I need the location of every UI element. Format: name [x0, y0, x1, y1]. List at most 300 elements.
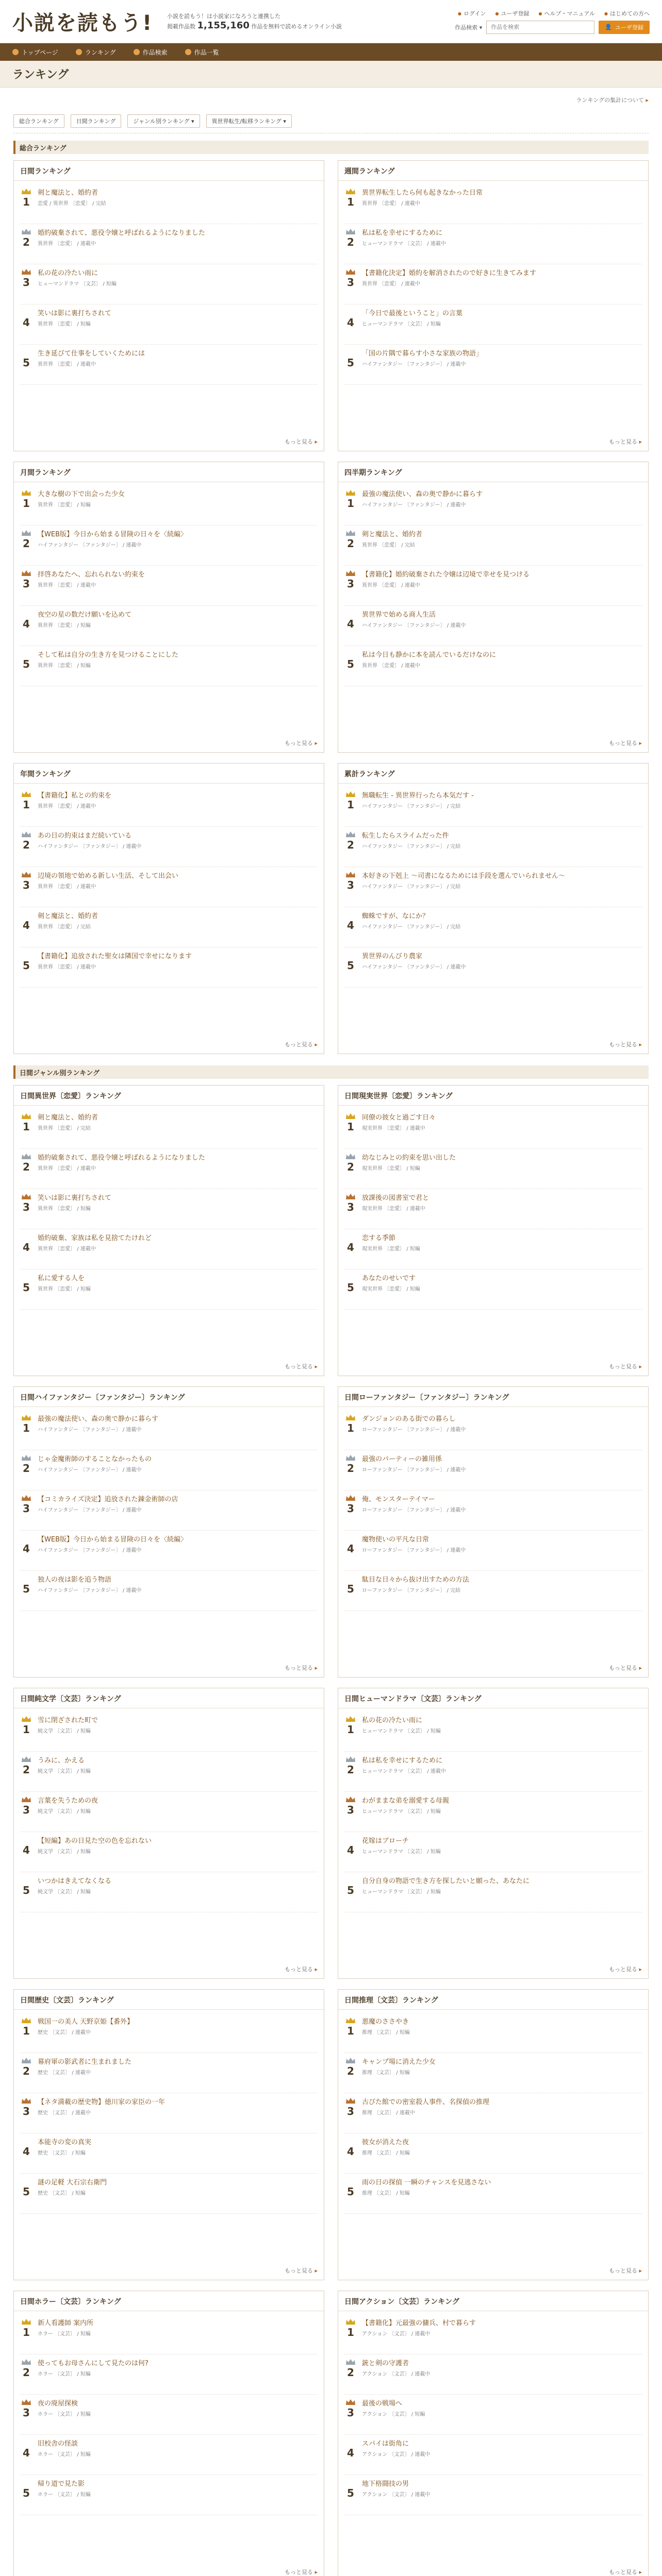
- novel-title-link[interactable]: 本好きの下剋上 ～司書になるためには手段を選んでいられません～: [362, 872, 566, 880]
- site-logo[interactable]: [12, 7, 167, 36]
- search-scope-select[interactable]: 作品検索 ▾: [455, 24, 483, 31]
- novel-meta: ハイファンタジー 〔ファンタジー〕 / 連載中: [362, 964, 466, 970]
- crown-icon: [21, 530, 31, 537]
- rank-number: [344, 1113, 357, 1144]
- crown-icon: [21, 1113, 31, 1120]
- crown-icon: [345, 1716, 356, 1723]
- novel-title-link[interactable]: 幕府軍の影武者に生まれました: [38, 2058, 132, 2066]
- novel-title-link[interactable]: 戦国一の美人 天野京姫【番外】: [38, 2018, 134, 2026]
- ranking-item-body: [362, 1113, 642, 1144]
- novel-title-link[interactable]: 最強の魔法使い、森の奥で静かに暮らす: [38, 1415, 159, 1423]
- nav-label: ランキング: [85, 48, 116, 56]
- crown-icon: [345, 1495, 356, 1502]
- novel-title-link[interactable]: 使ってもお母さんにして見たのは何?: [38, 2360, 148, 2367]
- novel-title-link[interactable]: わがままな弟を溺愛する母親: [362, 1797, 450, 1805]
- ranking-item-body: [362, 610, 642, 641]
- rank-number-text: 4: [347, 316, 354, 329]
- ranking-item-body: [362, 2017, 642, 2048]
- novel-meta: 異世界 〔恋愛〕 / 完結: [362, 543, 415, 548]
- ranking-item: [20, 1872, 318, 1912]
- rank-number: [20, 2057, 32, 2089]
- ranking-grid: [13, 160, 649, 1054]
- ranking-item: [20, 345, 318, 385]
- novel-title-link[interactable]: いつかはきえてなくなる: [38, 1877, 112, 1885]
- ranking-item: [20, 606, 318, 646]
- rank-number-text: 5: [23, 658, 30, 670]
- ranking-item: [344, 2053, 642, 2093]
- ranking-item-body: [38, 1876, 318, 1908]
- ranking-item-body: [38, 1756, 318, 1787]
- novel-title-link[interactable]: 無職転生 - 異世界行ったら本気だす -: [362, 792, 474, 800]
- user-register-button[interactable]: [599, 21, 650, 34]
- novel-title-link[interactable]: 放課後の図書室で君と: [362, 1194, 429, 1202]
- crown-icon: [21, 1876, 31, 1884]
- novel-title-link[interactable]: ダンジョンのある街での暮らし: [362, 1415, 456, 1423]
- rank-number: [20, 1836, 32, 1868]
- novel-meta: 純文学 〔文芸〕 / 短編: [38, 1728, 91, 1734]
- tab-total[interactable]: 総合ランキング: [13, 114, 64, 128]
- novel-title-link[interactable]: 拝啓あなたへ、忘れられない約束を: [38, 571, 145, 579]
- rank-number-text: 3: [347, 1804, 354, 1816]
- more-link[interactable]: もっと見る ▸: [285, 1040, 318, 1048]
- rank-number: [344, 911, 357, 943]
- novel-meta: アクション 〔文芸〕 / 連載中: [362, 2331, 431, 2337]
- rank-number: [344, 1414, 357, 1446]
- novel-title-link[interactable]: 【ネタ満載の歴史物】徳川家の家臣の一年: [38, 2098, 166, 2106]
- novel-title-link[interactable]: 【WEB版】今日から始まる冒険の日々を〈続編〉: [38, 531, 187, 538]
- ranking-item-body: [38, 2097, 318, 2129]
- more-link[interactable]: もっと見る ▸: [609, 739, 642, 747]
- more-link[interactable]: もっと見る ▸: [609, 1965, 642, 1973]
- ranking-item-body: [362, 791, 642, 822]
- novel-meta: アクション 〔文芸〕 / 連載中: [362, 2371, 431, 2377]
- novel-meta: ヒューマンドラマ 〔文芸〕 / 短編: [362, 1889, 441, 1895]
- more-link[interactable]: もっと見る ▸: [609, 1362, 642, 1370]
- rank-number: [20, 650, 32, 682]
- ranking-box-title: 日間純文学〔文芸〕ランキング: [14, 1688, 324, 1708]
- novel-title-link[interactable]: 魔物使いの平凡な日常: [362, 1536, 429, 1544]
- desc-line-2: [167, 21, 404, 31]
- novel-title-link[interactable]: 生き延びて仕事をしていくためには: [38, 350, 145, 358]
- novel-title-link[interactable]: 言葉を失うための夜: [38, 1797, 98, 1805]
- crown-icon: [21, 1414, 31, 1421]
- novel-meta: 異世界 〔恋愛〕 / 連載中: [38, 884, 96, 890]
- crown-icon: [21, 2399, 31, 2406]
- more-link[interactable]: もっと見る ▸: [285, 1965, 318, 1973]
- novel-title-link[interactable]: 異世界転生したら何も起きなかった日常: [362, 189, 483, 197]
- novel-title-link[interactable]: 【書籍化】追放された聖女は隣国で幸せになります: [38, 953, 192, 960]
- novel-title-link[interactable]: 私は私を幸せにするために: [362, 229, 443, 237]
- tab-isekai[interactable]: 異世界転生/転移ランキング ▾: [206, 114, 292, 128]
- rank-number: [344, 2097, 357, 2129]
- ranking-item: [20, 867, 318, 907]
- ranking-item: [20, 2354, 318, 2395]
- crown-icon: [345, 2097, 356, 2105]
- rank-number-text: 2: [347, 839, 354, 851]
- ranking-item-body: [362, 831, 642, 862]
- desc-line-2b: 作品を無料で読めるオンライン小説: [251, 23, 342, 30]
- crown-icon: [21, 1274, 31, 1281]
- crown-icon: [345, 2439, 356, 2446]
- novel-title-link[interactable]: 私は今日も静かに本を読んでいるだけなのに: [362, 651, 496, 659]
- ranking-item-body: [362, 349, 642, 380]
- novel-meta: 異世界 〔恋愛〕 / 連載中: [38, 964, 96, 970]
- rank-number-text: 2: [347, 2366, 354, 2379]
- novel-title-link[interactable]: 【書籍化】婚約破棄された令嬢は辺境で幸せを見つける: [362, 571, 530, 579]
- rank-number-text: 4: [347, 1241, 354, 1253]
- rank-number-text: 1: [23, 196, 30, 208]
- novel-title-link[interactable]: 私の花の冷たい雨に: [362, 1717, 423, 1724]
- ranking-item: [20, 947, 318, 988]
- ranking-item-body: [362, 1153, 642, 1184]
- novel-title-link[interactable]: 私の花の冷たい雨に: [38, 269, 98, 277]
- novel-title-link[interactable]: 【書籍化決定】婚約を解消されたので好きに生きてみます: [362, 269, 537, 277]
- more-link[interactable]: もっと見る ▸: [609, 437, 642, 446]
- ranking-item-body: [38, 1113, 318, 1144]
- page-title-bar: [0, 61, 662, 88]
- novel-title-link[interactable]: 【WEB版】今日から始まる冒険の日々を〈続編〉: [38, 1536, 187, 1544]
- ranking-item-body: [362, 2479, 642, 2511]
- rank-number: [20, 2479, 32, 2511]
- crown-icon: [21, 831, 31, 838]
- crown-icon: [345, 530, 356, 537]
- ranking-item: [344, 485, 642, 526]
- ranking-item-body: [38, 188, 318, 219]
- crown-icon: [21, 2097, 31, 2105]
- crown-icon: [345, 1193, 356, 1200]
- tab-genre[interactable]: ジャンル別ランキング ▾: [127, 114, 200, 128]
- novel-title-link[interactable]: 帰り道で見た影: [38, 2480, 85, 2488]
- ranking-box-title: 日間現実世界〔恋愛〕ランキング: [338, 1086, 648, 1106]
- ranking-list: [14, 1708, 324, 1912]
- ranking-icon: [76, 49, 82, 55]
- ranking-item-body: [38, 1193, 318, 1225]
- novel-title-link[interactable]: 異世界で始める商人生活: [362, 611, 436, 619]
- rank-number: [20, 831, 32, 862]
- novel-meta: ハイファンタジー 〔ファンタジー〕 / 連載中: [38, 1507, 142, 1513]
- crown-icon: [345, 1575, 356, 1582]
- nav-label: 作品検索: [142, 48, 168, 56]
- more-link[interactable]: もっと見る ▸: [609, 2568, 642, 2576]
- novel-title-link[interactable]: 独人の夜は影を追う物語: [38, 1576, 112, 1584]
- novel-title-link[interactable]: 婚約破棄されて、悪役令嬢と呼ばれるようになりました: [38, 1154, 205, 1162]
- ranking-box: [338, 1688, 649, 1979]
- novel-meta: 異世界 〔恋愛〕 / 短編: [38, 502, 91, 508]
- novel-title-link[interactable]: 笑いは影に裏打ちされて: [38, 1194, 112, 1202]
- novel-title-link[interactable]: そして私は自分の生き方を見つけることにした: [38, 651, 179, 659]
- novel-title-link[interactable]: 夜空の星の数だけ願いを込めて: [38, 611, 132, 619]
- crown-icon: [345, 1876, 356, 1884]
- rank-number-text: 4: [347, 919, 354, 931]
- novel-meta: 推理 〔文芸〕 / 短編: [362, 2070, 410, 2076]
- ranking-item-body: [362, 2439, 642, 2470]
- crown-icon: [345, 1756, 356, 1763]
- novel-title-link[interactable]: 俺、モンスターテイマー: [362, 1496, 435, 1503]
- novel-title-link[interactable]: うみに、かえる: [38, 1757, 85, 1765]
- novel-title-link[interactable]: 旧校舎の怪談: [38, 2440, 78, 2448]
- novel-title-link[interactable]: あの日の約束はまだ続いている: [38, 832, 132, 840]
- novel-meta: 異世界 〔恋愛〕 / 短編: [38, 1286, 91, 1292]
- crown-icon: [345, 349, 356, 356]
- novel-title-link[interactable]: 【書籍化】元最強の傭兵、村で暮らす: [362, 2319, 476, 2327]
- more-link[interactable]: もっと見る ▸: [285, 2568, 318, 2576]
- novel-meta: ホラー 〔文芸〕 / 短編: [38, 2452, 91, 2458]
- novel-meta: 異世界 〔恋愛〕 / 短編: [38, 321, 91, 327]
- novel-title-link[interactable]: あなたのせいです: [362, 1275, 416, 1282]
- crown-icon: [21, 309, 31, 316]
- novel-title-link[interactable]: 最強の魔法使い、森の奥で静かに暮らす: [362, 490, 483, 498]
- more-link[interactable]: もっと見る ▸: [609, 1664, 642, 1672]
- novel-title-link[interactable]: 大きな樹の下で出会った少女: [38, 490, 125, 498]
- ranking-item-body: [38, 1575, 318, 1606]
- ranking-item: [344, 2093, 642, 2133]
- novel-title-link[interactable]: 本能寺の変の真実: [38, 2139, 92, 2146]
- user-icon: 👤: [605, 24, 612, 30]
- novel-title-link[interactable]: 幼なじみとの約束を思い出した: [362, 1154, 456, 1162]
- tab-daily[interactable]: 日間ランキング: [71, 114, 122, 128]
- rank-number-text: 1: [347, 2025, 354, 2037]
- ranking-item: [344, 2133, 642, 2174]
- header-link[interactable]: ● ユーザ登録: [495, 9, 529, 18]
- more-link[interactable]: もっと見る ▸: [285, 437, 318, 446]
- rank-number: [20, 610, 32, 641]
- novel-meta: 異世界 〔恋愛〕 / 連載中: [362, 583, 420, 588]
- ranking-item-body: [362, 1876, 642, 1908]
- more-link[interactable]: もっと見る ▸: [609, 2266, 642, 2275]
- rank-number: [344, 1575, 357, 1606]
- novel-title-link[interactable]: 【書籍化】私との約束を: [38, 792, 112, 800]
- novel-meta: 異世界 〔恋愛〕 / 連載中: [362, 663, 420, 669]
- ranking-item-body: [38, 268, 318, 300]
- novel-meta: 異世界 〔恋愛〕 / 短編: [38, 1206, 91, 1212]
- header-link[interactable]: ● ヘルプ・マニュアル: [538, 9, 595, 18]
- ranking-item: [344, 867, 642, 907]
- rank-number-text: 5: [347, 959, 354, 972]
- crown-icon: [21, 2017, 31, 2024]
- novel-meta: 異世界 〔恋愛〕 / 完結: [38, 924, 91, 930]
- rank-number-text: 4: [347, 1844, 354, 1856]
- ranking-box-title: 日間ホラー〔文芸〕ランキング: [14, 2291, 324, 2311]
- novel-title-link[interactable]: 夜の廃屋探検: [38, 2400, 78, 2408]
- crown-icon: [345, 2399, 356, 2406]
- ranking-item-body: [362, 1535, 642, 1566]
- novel-meta: 現実世界 〔恋愛〕 / 短編: [362, 1246, 420, 1252]
- ranking-box-title: 日間推理〔文芸〕ランキング: [338, 1990, 648, 2010]
- novel-meta: ハイファンタジー 〔ファンタジー〕 / 連載中: [362, 362, 466, 367]
- novel-meta: 歴史 〔文芸〕 / 連載中: [38, 2110, 91, 2116]
- rank-number-text: 1: [347, 1121, 354, 1133]
- ranking-item: [344, 2435, 642, 2475]
- novel-meta: 異世界 〔恋愛〕 / 完結: [38, 1126, 91, 1131]
- novel-title-link[interactable]: キャンプ場に消えた少女: [362, 2058, 436, 2066]
- novel-title-link[interactable]: 私に愛する人を: [38, 1275, 85, 1282]
- rank-number-text: 5: [347, 357, 354, 369]
- crown-icon: [345, 2178, 356, 2185]
- header-link[interactable]: ● はじめての方へ: [604, 9, 650, 18]
- rank-number-text: 4: [23, 1844, 30, 1856]
- ranking-item: [20, 566, 318, 606]
- ranking-item-body: [38, 2178, 318, 2209]
- ranking-item-body: [362, 1756, 642, 1787]
- logo-text: 小説を読もう!: [12, 11, 153, 35]
- rank-number: [344, 1836, 357, 1868]
- rank-number: [20, 952, 32, 983]
- header-link[interactable]: ● ログイン: [458, 9, 486, 18]
- novel-title-link[interactable]: 恋する季節: [362, 1234, 396, 1242]
- ranking-item-body: [38, 2439, 318, 2470]
- nav-item-top[interactable]: [12, 48, 58, 57]
- ranking-info-link[interactable]: ランキングの集計について ▸: [13, 96, 649, 104]
- novel-title-link[interactable]: 笑いは影に裏打ちされて: [38, 310, 112, 317]
- ranking-box-title: 累計ランキング: [338, 764, 648, 784]
- rank-number: [344, 1716, 357, 1747]
- ranking-item: [344, 566, 642, 606]
- novel-title-link[interactable]: 悪魔のささやき: [362, 2018, 409, 2026]
- novel-title-link[interactable]: 剣と魔法と、婚約者: [38, 1114, 98, 1122]
- ranking-item-body: [362, 1796, 642, 1827]
- rank-number: [344, 952, 357, 983]
- ranking-item-body: [362, 650, 642, 682]
- novel-meta: ハイファンタジー 〔ファンタジー〕 / 連載中: [38, 844, 142, 850]
- ranking-box-title: 年間ランキング: [14, 764, 324, 784]
- rank-number: [344, 1535, 357, 1566]
- ranking-item: [344, 646, 642, 686]
- rank-number-text: 5: [347, 1583, 354, 1595]
- novel-title-link[interactable]: 異世界のんびり農家: [362, 953, 423, 960]
- ranking-item-body: [362, 1274, 642, 1305]
- ranking-item: [20, 1531, 318, 1571]
- more-link[interactable]: もっと見る ▸: [609, 1040, 642, 1048]
- novel-title-link[interactable]: 最後の戦場へ: [362, 2400, 403, 2408]
- novel-title-link[interactable]: 新人看護師 案内所: [38, 2319, 94, 2327]
- rank-number: [20, 530, 32, 561]
- novel-title-link[interactable]: 【コミカライズ決定】追放された錬金術師の店: [38, 1496, 178, 1503]
- ranking-item: [344, 1149, 642, 1189]
- search-input[interactable]: [486, 21, 594, 34]
- rank-number: [20, 1575, 32, 1606]
- ranking-sections: [13, 141, 649, 2576]
- rank-number: [344, 570, 357, 601]
- rank-number-text: 5: [347, 2185, 354, 2198]
- crown-icon: [21, 188, 31, 195]
- rank-number-text: 1: [347, 1723, 354, 1736]
- rank-number-text: 5: [23, 357, 30, 369]
- rank-number-text: 4: [23, 2145, 30, 2158]
- rank-number: [20, 2359, 32, 2390]
- ranking-item-body: [38, 309, 318, 340]
- novel-meta: 歴史 〔文芸〕 / 短編: [38, 2150, 86, 2156]
- ranking-item: [344, 2314, 642, 2354]
- ranking-item-body: [38, 228, 318, 260]
- rank-number: [20, 1535, 32, 1566]
- novel-meta: 異世界 〔恋愛〕 / 連載中: [38, 1166, 96, 1172]
- ranking-item-body: [362, 1233, 642, 1265]
- novel-title-link[interactable]: 同僚の彼女と過ごす日々: [362, 1114, 436, 1122]
- rank-number: [20, 2017, 32, 2048]
- crown-icon: [21, 1575, 31, 1582]
- ranking-item-body: [362, 952, 642, 983]
- ranking-item-body: [38, 650, 318, 682]
- rank-number: [20, 871, 32, 903]
- novel-title-link[interactable]: じゃ金魔術師のすることなかったもの: [38, 1455, 152, 1463]
- rank-number: [20, 1495, 32, 1526]
- ranking-item: [344, 907, 642, 947]
- ranking-item: [20, 1571, 318, 1611]
- novel-title-link[interactable]: 転生したらスライムだった件: [362, 832, 449, 840]
- novel-title-link[interactable]: 謎の足軽 大石宗右衛門: [38, 2179, 107, 2187]
- novel-title-link[interactable]: 剣と魔法と、婚約者: [38, 189, 98, 197]
- novel-title-link[interactable]: 彼女が消えた夜: [362, 2139, 409, 2146]
- novel-meta: 現実世界 〔恋愛〕 / 連載中: [362, 1126, 425, 1131]
- rank-number-text: 2: [23, 839, 30, 851]
- novel-title-link[interactable]: 婚約破棄、家族は私を見捨てたけれど: [38, 1234, 152, 1242]
- list-icon: [185, 49, 191, 55]
- ranking-list: [338, 1708, 648, 1912]
- crown-icon: [21, 2479, 31, 2486]
- novel-title-link[interactable]: 婚約破棄されて、悪役令嬢と呼ばれるようになりました: [38, 229, 205, 237]
- novel-meta: 異世界 〔恋愛〕 / 連載中: [38, 804, 96, 809]
- crown-icon: [21, 871, 31, 878]
- novel-meta: ハイファンタジー 〔ファンタジー〕 / 連載中: [38, 543, 142, 548]
- novel-meta: 現実世界 〔恋愛〕 / 短編: [362, 1286, 420, 1292]
- novel-title-link[interactable]: 駄目な日々から抜け出すための方法: [362, 1576, 470, 1584]
- novel-title-link[interactable]: 雨の日の探偵 一瞬のチャンスを見逃さない: [362, 2179, 491, 2187]
- novel-title-link[interactable]: スパイは街角に: [362, 2440, 409, 2448]
- novel-title-link[interactable]: 【短編】あの日見た空の色を忘れない: [38, 1837, 152, 1845]
- ranking-box-title: 日間異世界〔恋愛〕ランキング: [14, 1086, 324, 1106]
- more-link[interactable]: もっと見る ▸: [285, 2266, 318, 2275]
- ranking-item: [20, 1229, 318, 1269]
- novel-title-link[interactable]: 古びた館での密室殺人事件、名探偵の推理: [362, 2098, 490, 2106]
- novel-meta: 歴史 〔文芸〕 / 連載中: [38, 2030, 91, 2036]
- novel-meta: アクション 〔文芸〕 / 連載中: [362, 2452, 431, 2458]
- novel-title-link[interactable]: 剣と魔法と、婚約者: [362, 531, 423, 538]
- rank-number-text: 4: [23, 618, 30, 630]
- crown-icon: [345, 570, 356, 577]
- rank-number-text: 2: [23, 1161, 30, 1173]
- more-link[interactable]: もっと見る ▸: [285, 739, 318, 747]
- novel-title-link[interactable]: 雪に閉ざされた町で: [38, 1717, 98, 1724]
- more-link[interactable]: もっと見る ▸: [285, 1664, 318, 1672]
- ranking-item-body: [362, 2359, 642, 2390]
- novel-title-link[interactable]: 「今日で最後ということ」の言葉: [362, 310, 463, 317]
- ranking-grid: [13, 1085, 649, 2576]
- novel-title-link[interactable]: 自分自身の物語で生き方を探したいと願った、あなたに: [362, 1877, 530, 1885]
- ranking-item-body: [38, 2017, 318, 2048]
- more-link[interactable]: もっと見る ▸: [285, 1362, 318, 1370]
- novel-title-link[interactable]: 花嫁はブローチ: [362, 1837, 409, 1845]
- crown-icon: [21, 2359, 31, 2366]
- nav-item-list[interactable]: [185, 48, 219, 57]
- nav-item-search[interactable]: [134, 48, 168, 57]
- novel-title-link[interactable]: 「国の片隅で暮らす小さな家族の物語」: [362, 350, 483, 358]
- ranking-item-body: [362, 1454, 642, 1486]
- novel-title-link[interactable]: 剣と魔法と、婚約者: [38, 912, 98, 920]
- novel-title-link[interactable]: 地下格闘技の男: [362, 2480, 409, 2488]
- novel-title-link[interactable]: 辺境の領地で始める新しい生活、そして出会い: [38, 872, 179, 880]
- ranking-item: [20, 2053, 318, 2093]
- crown-icon: [345, 1233, 356, 1241]
- novel-title-link[interactable]: 最強のパーティーの雑用係: [362, 1455, 442, 1463]
- novel-title-link[interactable]: 蜘蛛ですが、なにか？: [362, 912, 429, 920]
- novel-meta: 現実世界 〔恋愛〕 / 短編: [362, 1166, 420, 1172]
- rank-number: [20, 1796, 32, 1827]
- novel-title-link[interactable]: 銃と剣の守護者: [362, 2360, 409, 2367]
- ranking-list: [338, 2010, 648, 2214]
- novel-meta: ヒューマンドラマ 〔文芸〕 / 短編: [362, 1849, 441, 1855]
- novel-title-link[interactable]: 私は私を幸せにするために: [362, 1757, 443, 1765]
- nav-item-ranking[interactable]: [76, 48, 116, 57]
